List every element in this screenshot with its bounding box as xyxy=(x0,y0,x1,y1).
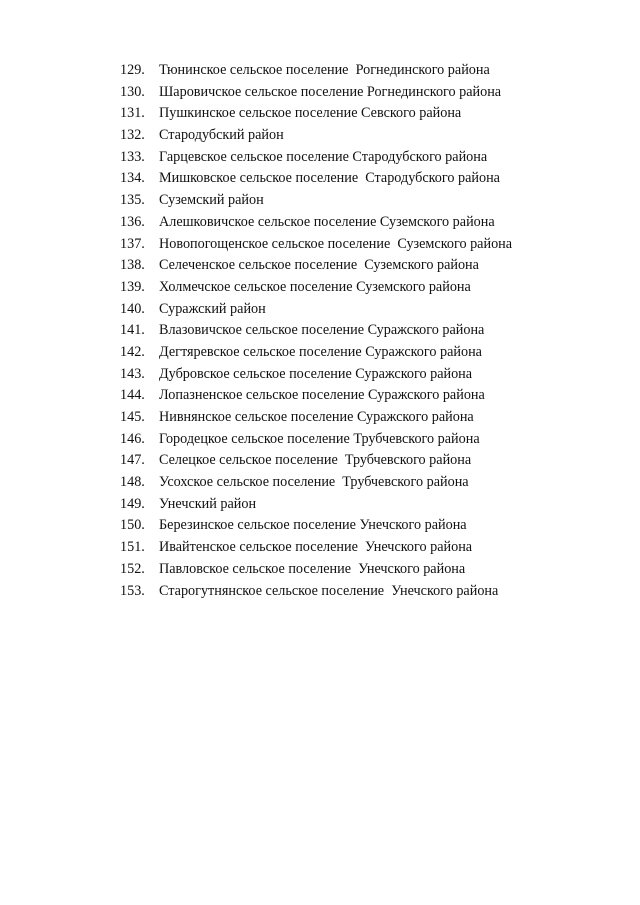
item-number: 136. xyxy=(120,213,145,230)
item-number: 135. xyxy=(120,192,145,209)
item-number: 130. xyxy=(120,83,145,100)
list-item xyxy=(120,299,512,321)
list-item xyxy=(120,190,512,212)
item-number: 146. xyxy=(120,430,145,447)
list-item xyxy=(120,472,512,494)
item-number: 141. xyxy=(120,322,145,339)
item-number: 149. xyxy=(120,495,145,512)
list-item xyxy=(120,494,512,516)
list-item xyxy=(120,429,512,451)
item-number: 129. xyxy=(120,62,145,78)
item-number: 142. xyxy=(120,343,145,360)
item-number: 140. xyxy=(120,300,145,317)
item-text: Унечский район xyxy=(159,495,257,512)
list-item xyxy=(120,559,512,581)
item-number: 143. xyxy=(120,365,145,382)
item-text: Суземский район xyxy=(159,192,264,209)
item-text: Алешковичское сельское поселение Суземского района xyxy=(159,213,495,230)
item-text: Тюнинское сельское поселение Рогнединского района xyxy=(159,62,490,78)
list-item xyxy=(120,385,512,407)
item-text: Ивайтенское сельское поселение Унечского района xyxy=(159,539,473,556)
list-item xyxy=(120,60,512,82)
item-text: Лопазненское сельское поселение Суражского района xyxy=(159,387,485,404)
list-item xyxy=(120,450,512,472)
item-text: Мишковское сельское поселение Стародубского района xyxy=(159,170,500,187)
list-item xyxy=(120,103,512,125)
item-text: Павловское сельское поселение Унечского района xyxy=(159,560,466,577)
item-number: 133. xyxy=(120,148,145,165)
item-number: 150. xyxy=(120,517,145,534)
item-text: Дубровское сельское поселение Суражского района xyxy=(159,365,473,382)
item-number: 132. xyxy=(120,127,145,144)
item-number: 152. xyxy=(120,560,145,577)
list-item xyxy=(120,407,512,429)
item-text: Пушкинское сельское поселение Севского района xyxy=(159,105,462,122)
list-item xyxy=(120,342,512,364)
item-text: Холмечское сельское поселение Суземского района xyxy=(159,278,471,295)
item-number: 144. xyxy=(120,387,145,404)
list-item xyxy=(120,537,512,559)
item-text: Суражский район xyxy=(159,300,266,317)
item-text: Городецкое сельское поселение Трубчевского района xyxy=(159,430,480,447)
list-item xyxy=(120,581,512,603)
item-number: 134. xyxy=(120,170,145,187)
list-item xyxy=(120,515,512,537)
item-text: Дегтяревское сельское поселение Суражского района xyxy=(159,343,482,360)
list-item xyxy=(120,255,512,277)
item-number: 145. xyxy=(120,409,145,425)
list-item xyxy=(120,320,512,342)
item-number: 131. xyxy=(120,105,145,122)
list-item xyxy=(120,168,512,190)
list-item xyxy=(120,147,512,169)
item-text: Шаровичское сельское поселение Рогнединского района xyxy=(159,83,502,100)
item-number: 153. xyxy=(120,582,145,599)
item-number: 137. xyxy=(120,235,145,252)
item-text: Усохское сельское поселение Трубчевского района xyxy=(159,474,469,491)
item-text: Новопогощенское сельское поселение Суземского района xyxy=(159,235,513,252)
item-number: 147. xyxy=(120,452,145,469)
item-number: 148. xyxy=(120,474,145,491)
settlement-list xyxy=(120,60,512,602)
item-text: Старогутнянское сельское поселение Унечского района xyxy=(159,582,499,599)
item-number: 139. xyxy=(120,278,145,295)
list-item xyxy=(120,125,512,147)
list-item xyxy=(120,234,512,256)
item-text: Селеченское сельское поселение Суземского района xyxy=(159,257,479,274)
list-item xyxy=(120,277,512,299)
item-text: Влазовичское сельское поселение Суражского района xyxy=(159,322,485,339)
item-number: 138. xyxy=(120,257,145,274)
item-text: Нивнянское сельское поселение Суражского района xyxy=(159,409,474,425)
item-text: Селецкое сельское поселение Трубчевского района xyxy=(159,452,472,469)
item-text: Гарцевское сельское поселение Стародубского района xyxy=(159,148,488,165)
item-text: Березинское сельское поселение Унечского района xyxy=(159,517,467,534)
item-number: 151. xyxy=(120,539,145,556)
list-item xyxy=(120,82,512,104)
list-item xyxy=(120,364,512,386)
item-text: Стародубский район xyxy=(159,127,284,144)
list-item xyxy=(120,212,512,234)
